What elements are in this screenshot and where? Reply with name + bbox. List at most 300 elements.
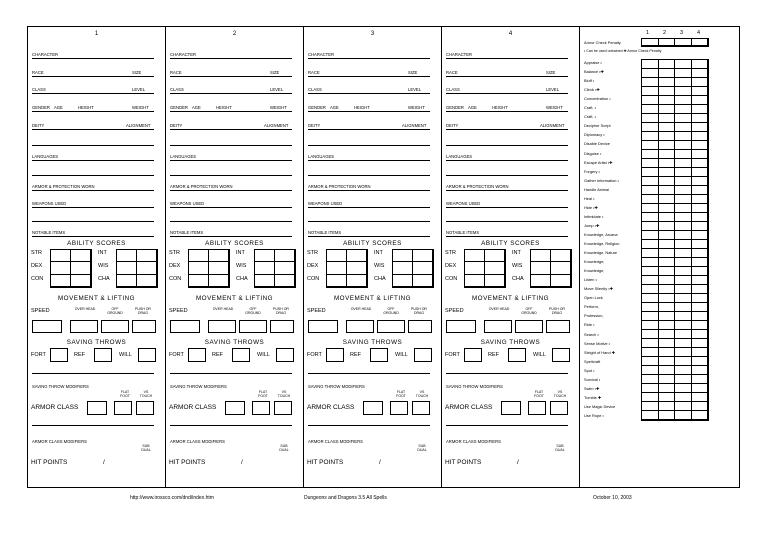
saving-throw-box[interactable] bbox=[508, 348, 526, 362]
field-line[interactable] bbox=[32, 111, 154, 112]
skill-name: Climb •✚ bbox=[584, 87, 600, 93]
languages-label: LANGUAGES bbox=[308, 154, 335, 159]
field-line[interactable] bbox=[308, 207, 430, 208]
gender-label: GENDER bbox=[32, 105, 50, 110]
will-label: WILL bbox=[119, 352, 132, 358]
age-label: AGE bbox=[330, 105, 339, 110]
level-label: LEVEL bbox=[546, 87, 560, 92]
skill-name: Swim •✚ bbox=[584, 385, 600, 391]
skill-name: Appraise • bbox=[584, 60, 602, 65]
field-line[interactable] bbox=[308, 425, 430, 426]
ref-label: REF bbox=[74, 352, 85, 358]
skill-name: Heal • bbox=[584, 195, 595, 201]
armor-check-penalty-label: Armor Check Penalty bbox=[584, 40, 621, 45]
race-label: RACE bbox=[446, 70, 458, 75]
field-line[interactable] bbox=[32, 425, 154, 426]
field-line[interactable] bbox=[32, 236, 154, 237]
movement-box[interactable] bbox=[132, 320, 156, 333]
field-line[interactable] bbox=[170, 236, 292, 237]
gender-label: GENDER bbox=[308, 105, 326, 110]
vs-touch-label: VS TOUCH bbox=[553, 390, 567, 398]
armor-class-label: ARMOR CLASS bbox=[307, 404, 355, 411]
armor-worn-label: ARMOR & PROTECTION WORN bbox=[170, 184, 233, 189]
movement-box[interactable] bbox=[484, 320, 512, 333]
speed-label: SPEED bbox=[445, 308, 464, 314]
level-label: LEVEL bbox=[408, 87, 422, 92]
ability-score-boxes[interactable] bbox=[188, 249, 230, 288]
field-line[interactable] bbox=[32, 373, 154, 374]
footer-date: October 10, 2003 bbox=[593, 495, 632, 501]
height-label: HEIGHT bbox=[216, 105, 232, 110]
field-line[interactable] bbox=[308, 111, 430, 112]
alignment-label: ALIGNMENT bbox=[540, 123, 565, 128]
field-line[interactable] bbox=[446, 425, 568, 426]
con-label: CON bbox=[31, 276, 44, 282]
field-line[interactable] bbox=[446, 207, 568, 208]
character-column bbox=[304, 27, 442, 487]
armor-class-box[interactable] bbox=[550, 401, 568, 415]
skill-name: Jump •✚ bbox=[584, 222, 600, 228]
armor-class-box[interactable] bbox=[252, 401, 270, 415]
skill-name: Decipher Script bbox=[584, 123, 611, 129]
deity-label: DEITY bbox=[446, 123, 459, 128]
field-line[interactable] bbox=[170, 373, 292, 374]
saving-throw-box[interactable] bbox=[188, 348, 206, 362]
languages-label: LANGUAGES bbox=[170, 154, 197, 159]
wis-label: WIS bbox=[374, 263, 385, 269]
movement-box[interactable] bbox=[308, 320, 338, 333]
field-line[interactable] bbox=[32, 145, 154, 146]
skill-name: Knowledge, Arcana bbox=[584, 231, 618, 237]
fort-label: FORT bbox=[31, 352, 46, 358]
str-label: STR bbox=[31, 250, 42, 256]
con-label: CON bbox=[445, 276, 458, 282]
skill-name: Knowledge, Nature bbox=[584, 250, 618, 256]
int-label: INT bbox=[512, 250, 521, 256]
skill-name: Knowledge, Religion bbox=[584, 241, 620, 246]
movement-heading: MOVEMENT & LIFTING bbox=[333, 295, 412, 302]
field-line[interactable] bbox=[170, 190, 292, 191]
class-label: CLASS bbox=[170, 87, 184, 92]
push-drag-label: PUSH OR DRAG bbox=[549, 307, 565, 315]
armor-class-modifiers-label: ARMOR CLASS MODIFIERS bbox=[308, 439, 363, 444]
skill-column-number: 2 bbox=[663, 30, 667, 36]
ability-score-boxes[interactable] bbox=[464, 249, 506, 288]
skill-name: Use Magic Device bbox=[584, 403, 616, 409]
saving-throw-box[interactable] bbox=[326, 348, 344, 362]
saving-throws-heading: SAVING THROWS bbox=[66, 339, 127, 346]
saving-throw-modifiers-label: SAVING THROW MODIFIERS bbox=[32, 384, 89, 389]
field-line[interactable] bbox=[32, 207, 154, 208]
field-line[interactable] bbox=[32, 93, 154, 94]
skill-name: Handle Animal bbox=[584, 186, 610, 192]
character-column bbox=[442, 27, 580, 487]
armor-class-modifiers-label: ARMOR CLASS MODIFIERS bbox=[32, 439, 87, 444]
notable-items-label: NOTABLE ITEMS bbox=[446, 230, 480, 235]
hit-points-slash: / bbox=[241, 459, 243, 466]
hit-points-label: HIT POINTS bbox=[307, 459, 344, 466]
field-line[interactable] bbox=[32, 190, 154, 191]
movement-heading: MOVEMENT & LIFTING bbox=[471, 295, 550, 302]
deity-label: DEITY bbox=[170, 123, 183, 128]
flat-foot-label: FLAT FOOT bbox=[396, 390, 406, 398]
skill-name: Disable Device bbox=[584, 141, 610, 147]
skill-name: Move Silently •✚ bbox=[584, 286, 613, 292]
notable-items-label: NOTABLE ITEMS bbox=[308, 230, 342, 235]
character-column bbox=[166, 27, 304, 487]
armor-class-box[interactable] bbox=[390, 401, 408, 415]
armor-check-penalty-boxes[interactable] bbox=[641, 38, 709, 47]
cha-label: CHA bbox=[98, 276, 110, 282]
dex-label: DEX bbox=[169, 263, 181, 269]
sub-dual-label: SUB DUAL bbox=[279, 444, 289, 452]
field-line[interactable] bbox=[446, 111, 568, 112]
race-label: RACE bbox=[308, 70, 320, 75]
hit-points-label: HIT POINTS bbox=[169, 459, 206, 466]
saving-throw-box[interactable] bbox=[50, 348, 68, 362]
off-ground-label: OFF GROUND bbox=[245, 307, 261, 315]
saving-throw-box[interactable] bbox=[138, 348, 156, 362]
cha-label: CHA bbox=[236, 276, 248, 282]
field-line[interactable] bbox=[170, 160, 292, 161]
int-label: INT bbox=[98, 250, 107, 256]
level-label: LEVEL bbox=[132, 87, 146, 92]
skill-name: Sleight of Hand ✚ bbox=[584, 349, 615, 355]
movement-box[interactable] bbox=[446, 320, 476, 333]
field-line[interactable] bbox=[446, 175, 568, 176]
armor-class-label: ARMOR CLASS bbox=[445, 404, 493, 411]
vs-touch-label: VS TOUCH bbox=[139, 390, 153, 398]
ability-score-boxes[interactable] bbox=[254, 249, 296, 288]
character-label: CHARACTER bbox=[170, 52, 197, 57]
size-label: SIZE bbox=[408, 70, 418, 75]
speed-label: SPEED bbox=[307, 308, 326, 314]
armor-class-box[interactable] bbox=[412, 401, 430, 415]
skill-column-number: 1 bbox=[646, 30, 650, 36]
con-label: CON bbox=[307, 276, 320, 282]
int-label: INT bbox=[374, 250, 383, 256]
alignment-label: ALIGNMENT bbox=[126, 123, 151, 128]
wis-label: WIS bbox=[512, 263, 523, 269]
armor-class-label: ARMOR CLASS bbox=[31, 404, 79, 411]
field-line[interactable] bbox=[308, 373, 430, 374]
over-head-label: OVER HEAD bbox=[488, 307, 510, 311]
skill-name: Listen • bbox=[584, 277, 597, 283]
dex-label: DEX bbox=[445, 263, 457, 269]
sub-dual-label: SUB DUAL bbox=[555, 444, 565, 452]
gender-label: GENDER bbox=[170, 105, 188, 110]
skill-name: Balance •✚ bbox=[584, 69, 604, 75]
over-head-label: OVER HEAD bbox=[212, 307, 234, 311]
age-label: AGE bbox=[54, 105, 63, 110]
field-line[interactable] bbox=[446, 76, 568, 77]
armor-class-modifiers-label: ARMOR CLASS MODIFIERS bbox=[446, 439, 501, 444]
sub-dual-label: SUB DUAL bbox=[141, 444, 151, 452]
will-label: WILL bbox=[533, 352, 546, 358]
cha-label: CHA bbox=[374, 276, 386, 282]
character-sheet bbox=[27, 26, 740, 488]
column-number: 1 bbox=[94, 31, 99, 37]
ability-scores-heading: ABILITY SCORES bbox=[67, 240, 126, 247]
hit-points-slash: / bbox=[379, 459, 381, 466]
field-line[interactable] bbox=[308, 145, 430, 146]
movement-box[interactable] bbox=[346, 320, 374, 333]
dex-label: DEX bbox=[31, 263, 43, 269]
field-line[interactable] bbox=[446, 145, 568, 146]
field-line[interactable] bbox=[308, 76, 430, 77]
column-number: 3 bbox=[370, 31, 375, 37]
field-line[interactable] bbox=[32, 175, 154, 176]
skill-name: Escape Artist •✚ bbox=[584, 159, 613, 165]
vs-touch-label: VS TOUCH bbox=[415, 390, 429, 398]
class-label: CLASS bbox=[308, 87, 322, 92]
ref-label: REF bbox=[212, 352, 223, 358]
field-line[interactable] bbox=[308, 221, 430, 222]
skill-name: Disguise • bbox=[584, 150, 602, 156]
saving-throw-box[interactable] bbox=[232, 348, 250, 362]
class-label: CLASS bbox=[32, 87, 46, 92]
off-ground-label: OFF GROUND bbox=[383, 307, 399, 315]
movement-box[interactable] bbox=[170, 320, 200, 333]
skill-name: Intimidate • bbox=[584, 213, 604, 219]
saving-throw-modifiers-label: SAVING THROW MODIFIERS bbox=[308, 384, 365, 389]
saving-throw-box[interactable] bbox=[276, 348, 294, 362]
skill-name: Survival • bbox=[584, 376, 601, 382]
ability-score-boxes[interactable] bbox=[530, 249, 572, 288]
skill-name: Use Rope • bbox=[584, 412, 604, 418]
skills-legend: • Can be used untrained ✚ Armor Check Penalty bbox=[584, 49, 662, 53]
field-line[interactable] bbox=[32, 76, 154, 77]
field-line[interactable] bbox=[170, 207, 292, 208]
push-drag-label: PUSH OR DRAG bbox=[135, 307, 151, 315]
field-line[interactable] bbox=[170, 58, 292, 59]
armor-class-box[interactable] bbox=[363, 401, 383, 415]
hit-points-label: HIT POINTS bbox=[31, 459, 68, 466]
ability-score-boxes[interactable] bbox=[50, 249, 92, 288]
sub-dual-label: SUB DUAL bbox=[417, 444, 427, 452]
field-line[interactable] bbox=[308, 58, 430, 59]
field-line[interactable] bbox=[446, 93, 568, 94]
alignment-label: ALIGNMENT bbox=[264, 123, 289, 128]
field-line[interactable] bbox=[446, 190, 568, 191]
ability-scores-heading: ABILITY SCORES bbox=[205, 240, 264, 247]
hit-points-slash: / bbox=[517, 459, 519, 466]
weight-label: WEIGHT bbox=[408, 105, 425, 110]
fort-label: FORT bbox=[307, 352, 322, 358]
movement-box[interactable] bbox=[32, 320, 62, 333]
flat-foot-label: FLAT FOOT bbox=[120, 390, 130, 398]
armor-class-box[interactable] bbox=[501, 401, 521, 415]
skill-name: Sense Motive • bbox=[584, 340, 611, 346]
weapons-label: WEAPONS USED bbox=[32, 201, 67, 206]
over-head-label: OVER HEAD bbox=[74, 307, 96, 311]
speed-label: SPEED bbox=[31, 308, 50, 314]
race-label: RACE bbox=[32, 70, 44, 75]
push-drag-label: PUSH OR DRAG bbox=[273, 307, 289, 315]
movement-box[interactable] bbox=[70, 320, 98, 333]
fort-label: FORT bbox=[445, 352, 460, 358]
skill-name: Spot • bbox=[584, 367, 595, 373]
skill-column-number: 4 bbox=[697, 30, 701, 36]
field-line[interactable] bbox=[446, 160, 568, 161]
size-label: SIZE bbox=[270, 70, 280, 75]
skill-name: Bluff • bbox=[584, 78, 595, 84]
str-label: STR bbox=[307, 250, 318, 256]
saving-throw-box[interactable] bbox=[414, 348, 432, 362]
skill-name: Open Lock bbox=[584, 295, 603, 301]
over-head-label: OVER HEAD bbox=[350, 307, 372, 311]
str-label: STR bbox=[445, 250, 456, 256]
column-number: 2 bbox=[232, 31, 237, 37]
weapons-label: WEAPONS USED bbox=[446, 201, 481, 206]
armor-class-box[interactable] bbox=[528, 401, 546, 415]
dex-label: DEX bbox=[307, 263, 319, 269]
skill-name: Search • bbox=[584, 331, 599, 337]
saving-throw-modifiers-label: SAVING THROW MODIFIERS bbox=[170, 384, 227, 389]
fort-label: FORT bbox=[169, 352, 184, 358]
skill-name: Forgery • bbox=[584, 168, 600, 174]
ability-scores-heading: ABILITY SCORES bbox=[481, 240, 540, 247]
off-ground-label: OFF GROUND bbox=[107, 307, 123, 315]
armor-class-box[interactable] bbox=[274, 401, 292, 415]
column-number: 4 bbox=[508, 31, 513, 37]
field-line[interactable] bbox=[446, 373, 568, 374]
int-label: INT bbox=[236, 250, 245, 256]
languages-label: LANGUAGES bbox=[32, 154, 59, 159]
movement-box[interactable] bbox=[270, 320, 294, 333]
field-line[interactable] bbox=[446, 58, 568, 59]
character-column bbox=[28, 27, 166, 487]
field-line[interactable] bbox=[446, 221, 568, 222]
saving-throw-modifiers-label: SAVING THROW MODIFIERS bbox=[446, 384, 503, 389]
field-line[interactable] bbox=[32, 160, 154, 161]
skill-name: Gather Information • bbox=[584, 177, 619, 183]
field-line[interactable] bbox=[308, 160, 430, 161]
height-label: HEIGHT bbox=[78, 105, 94, 110]
ability-score-boxes[interactable] bbox=[392, 249, 434, 288]
field-line[interactable] bbox=[170, 221, 292, 222]
armor-class-modifiers-label: ARMOR CLASS MODIFIERS bbox=[170, 439, 225, 444]
ability-score-boxes[interactable] bbox=[116, 249, 158, 288]
field-line[interactable] bbox=[170, 129, 292, 130]
will-label: WILL bbox=[395, 352, 408, 358]
skill-name: Perform, bbox=[584, 304, 599, 310]
armor-class-box[interactable] bbox=[136, 401, 154, 415]
race-label: RACE bbox=[170, 70, 182, 75]
skill-name: Concentration • bbox=[584, 96, 611, 102]
skill-column-number: 3 bbox=[680, 30, 684, 36]
level-label: LEVEL bbox=[270, 87, 284, 92]
deity-label: DEITY bbox=[32, 123, 45, 128]
field-line[interactable] bbox=[170, 76, 292, 77]
saving-throw-box[interactable] bbox=[94, 348, 112, 362]
armor-worn-label: ARMOR & PROTECTION WORN bbox=[308, 184, 371, 189]
field-line[interactable] bbox=[308, 129, 430, 130]
skill-name: Knowledge, bbox=[584, 268, 605, 274]
field-line[interactable] bbox=[446, 236, 568, 237]
movement-box[interactable] bbox=[101, 320, 129, 333]
con-label: CON bbox=[169, 276, 182, 282]
field-line[interactable] bbox=[308, 236, 430, 237]
push-drag-label: PUSH OR DRAG bbox=[411, 307, 427, 315]
speed-label: SPEED bbox=[169, 308, 188, 314]
notable-items-label: NOTABLE ITEMS bbox=[32, 230, 66, 235]
alignment-label: ALIGNMENT bbox=[402, 123, 427, 128]
class-label: CLASS bbox=[446, 87, 460, 92]
field-line[interactable] bbox=[446, 129, 568, 130]
skill-name: Hide •✚ bbox=[584, 204, 598, 210]
field-line[interactable] bbox=[308, 93, 430, 94]
movement-box[interactable] bbox=[515, 320, 543, 333]
skill-name: Tumble ✚ bbox=[584, 394, 602, 400]
field-line[interactable] bbox=[170, 425, 292, 426]
skill-name: Craft, • bbox=[584, 114, 596, 120]
field-line[interactable] bbox=[170, 175, 292, 176]
saving-throw-box[interactable] bbox=[552, 348, 570, 362]
ref-label: REF bbox=[488, 352, 499, 358]
saving-throw-box[interactable] bbox=[370, 348, 388, 362]
footer-title: Dungeons and Dragons 3.5 All Spells bbox=[304, 495, 387, 501]
skill-name: Diplomacy • bbox=[584, 132, 605, 138]
age-label: AGE bbox=[192, 105, 201, 110]
armor-class-box[interactable] bbox=[225, 401, 245, 415]
skill-name: Profession, bbox=[584, 313, 604, 319]
skill-name: Craft, • bbox=[584, 105, 596, 111]
skill-rank-grid[interactable] bbox=[641, 59, 709, 421]
character-label: CHARACTER bbox=[446, 52, 473, 57]
field-line[interactable] bbox=[170, 111, 292, 112]
field-line[interactable] bbox=[32, 129, 154, 130]
field-line[interactable] bbox=[308, 175, 430, 176]
height-label: HEIGHT bbox=[354, 105, 370, 110]
str-label: STR bbox=[169, 250, 180, 256]
weight-label: WEIGHT bbox=[546, 105, 563, 110]
field-line[interactable] bbox=[308, 190, 430, 191]
cha-label: CHA bbox=[512, 276, 524, 282]
footer-url: http://www.irossco.com/dnd/index.htm bbox=[130, 495, 214, 501]
movement-box[interactable] bbox=[239, 320, 267, 333]
size-label: SIZE bbox=[546, 70, 556, 75]
hit-points-slash: / bbox=[103, 459, 105, 466]
saving-throw-box[interactable] bbox=[464, 348, 482, 362]
weapons-label: WEAPONS USED bbox=[308, 201, 343, 206]
vs-touch-label: VS TOUCH bbox=[277, 390, 291, 398]
movement-heading: MOVEMENT & LIFTING bbox=[195, 295, 274, 302]
character-label: CHARACTER bbox=[308, 52, 335, 57]
saving-throws-heading: SAVING THROWS bbox=[342, 339, 403, 346]
field-line[interactable] bbox=[32, 221, 154, 222]
skill-name: Spellcraft bbox=[584, 358, 601, 364]
movement-heading: MOVEMENT & LIFTING bbox=[57, 295, 136, 302]
field-line[interactable] bbox=[170, 145, 292, 146]
will-label: WILL bbox=[257, 352, 270, 358]
movement-box[interactable] bbox=[208, 320, 236, 333]
armor-class-label: ARMOR CLASS bbox=[169, 404, 217, 411]
field-line[interactable] bbox=[170, 93, 292, 94]
flat-foot-label: FLAT FOOT bbox=[258, 390, 268, 398]
field-line[interactable] bbox=[32, 58, 154, 59]
saving-throws-heading: SAVING THROWS bbox=[480, 339, 541, 346]
flat-foot-label: FLAT FOOT bbox=[534, 390, 544, 398]
movement-box[interactable] bbox=[546, 320, 570, 333]
notable-items-label: NOTABLE ITEMS bbox=[170, 230, 204, 235]
armor-class-box[interactable] bbox=[87, 401, 107, 415]
ability-score-boxes[interactable] bbox=[326, 249, 368, 288]
movement-box[interactable] bbox=[377, 320, 405, 333]
movement-box[interactable] bbox=[408, 320, 432, 333]
armor-class-box[interactable] bbox=[114, 401, 132, 415]
weight-label: WEIGHT bbox=[270, 105, 287, 110]
